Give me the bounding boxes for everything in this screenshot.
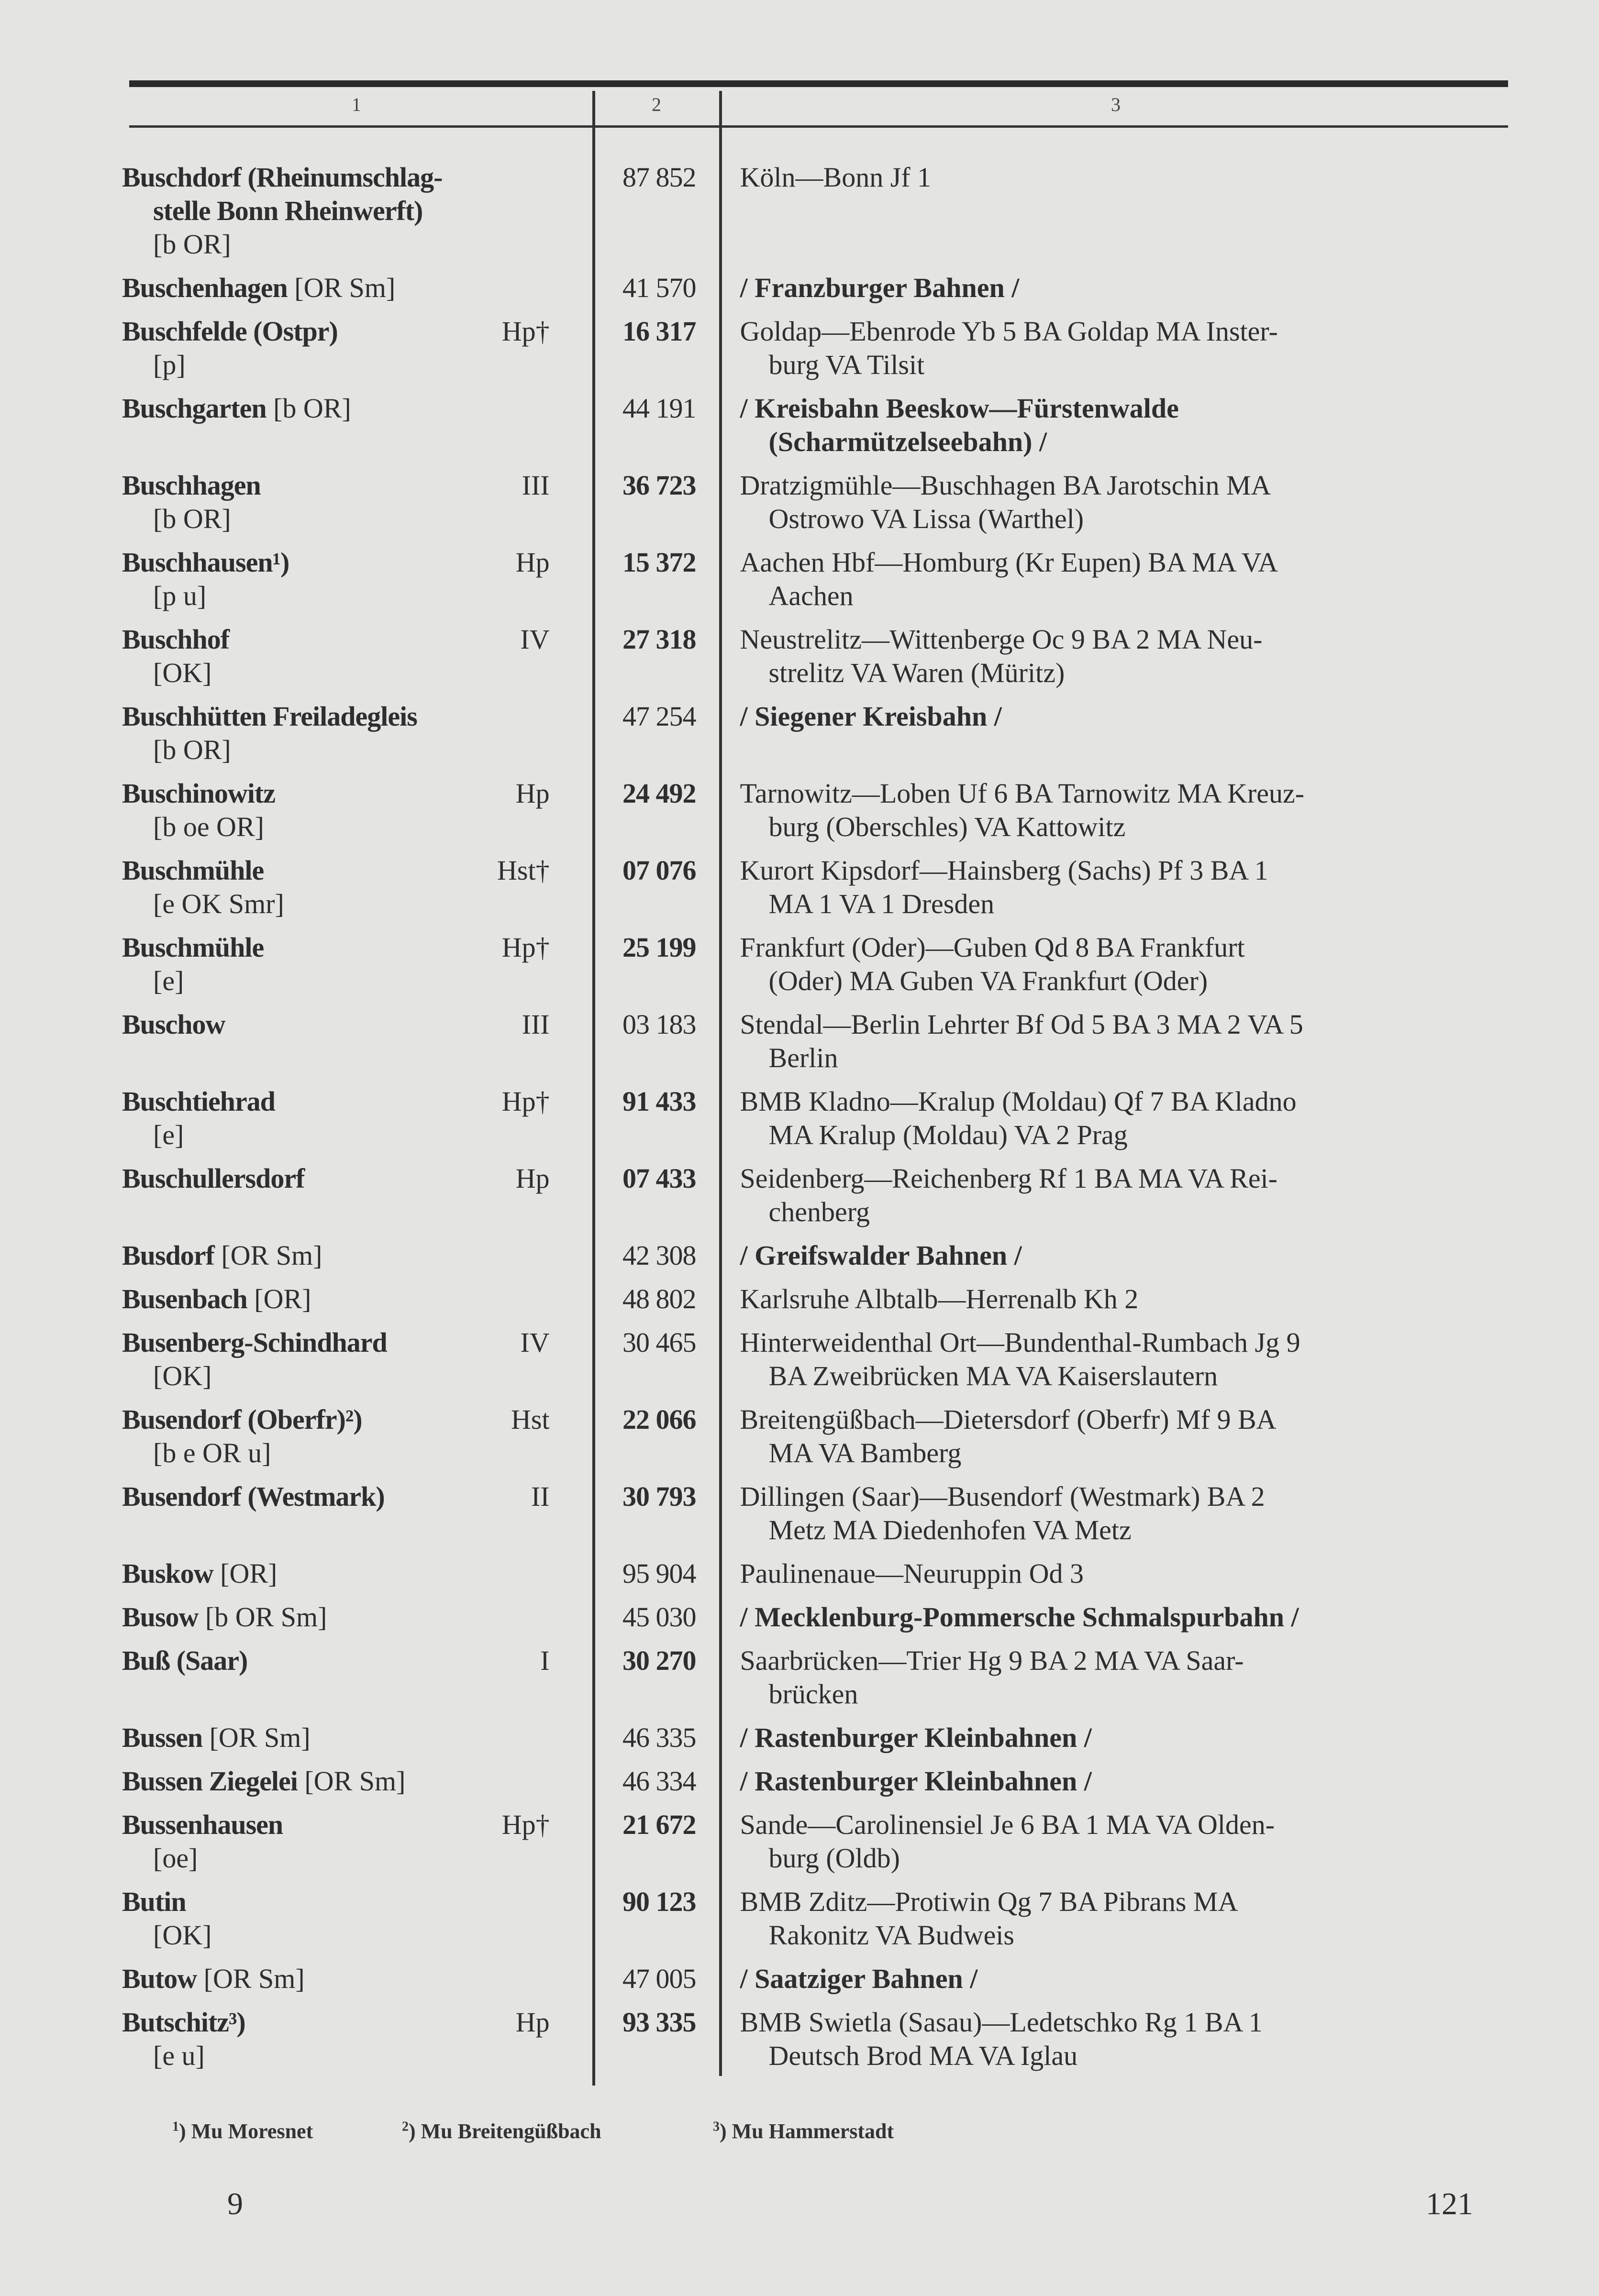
route-line: Deutsch Brod MA VA Iglau <box>768 2040 1078 2071</box>
station-number: 27 318 <box>622 624 696 655</box>
station-class: Hp† <box>501 1809 550 1840</box>
route-line: Goldap—Ebenrode Yb 5 BA Goldap MA Inster- <box>740 316 1278 347</box>
table-row <box>122 1085 1510 1162</box>
route-cell <box>740 1403 1510 1470</box>
route-line: Rakonitz VA Budweis <box>768 1920 1014 1951</box>
route-cell <box>740 854 1510 921</box>
table-row <box>122 1480 1510 1557</box>
station-cell <box>122 854 550 921</box>
table-row <box>122 1282 1510 1326</box>
station-code: [OR] <box>213 1558 278 1589</box>
station-name-line <box>122 1601 550 1634</box>
route-line: / Rastenburger Kleinbahnen / <box>740 1766 1092 1797</box>
station-name-line <box>122 1557 550 1590</box>
station-name: Butow <box>122 1963 197 1994</box>
station-code: [OR Sm] <box>202 1722 311 1753</box>
table-row <box>122 1162 1510 1239</box>
route-line: brücken <box>768 1678 858 1710</box>
station-cell <box>122 700 550 767</box>
station-name-line <box>122 315 550 348</box>
footnote-2: $^2$) Mu Breitengüßbach <box>402 2119 601 2143</box>
table-row <box>122 931 1510 1008</box>
station-name: Busow <box>122 1601 199 1633</box>
table-row <box>122 161 1510 271</box>
station-code: [oe] <box>153 1843 198 1874</box>
station-name: Buschtiehrad <box>122 1086 275 1117</box>
table-row <box>122 546 1510 623</box>
station-number: 30 465 <box>622 1327 696 1358</box>
station-cell <box>122 1808 550 1875</box>
table-row <box>122 315 1510 392</box>
route-line: Saarbrücken—Trier Hg 9 BA 2 MA VA Saar- <box>740 1645 1244 1676</box>
station-cell <box>122 1721 550 1755</box>
route-line: Stendal—Berlin Lehrter Bf Od 5 BA 3 MA 2 VA 5 <box>740 1009 1303 1040</box>
page-number: 121 <box>1426 2186 1473 2221</box>
route-line: strelitz VA Waren (Müritz) <box>768 657 1065 688</box>
table-row <box>122 271 1510 315</box>
route-line: MA Kralup (Moldau) VA 2 Prag <box>768 1119 1128 1150</box>
route-line: BMB Zditz—Protiwin Qg 7 BA Pibrans MA <box>740 1886 1238 1917</box>
station-name: Buschhütten Freiladegleis <box>122 701 417 732</box>
route-line: Paulinenaue—Neuruppin Od 3 <box>740 1558 1084 1589</box>
top-rule <box>129 80 1508 87</box>
station-number: 07 433 <box>622 1163 696 1194</box>
table-row <box>122 1008 1510 1085</box>
table-row <box>122 1601 1510 1644</box>
station-number: 03 183 <box>622 1009 696 1040</box>
station-name: Busdorf <box>122 1240 214 1271</box>
route-line: Breitengüßbach—Dietersdorf (Oberfr) Mf 9 BA <box>740 1404 1277 1435</box>
table-row <box>122 623 1510 700</box>
station-code: [e] <box>153 1119 184 1150</box>
route-cell <box>740 1282 1510 1316</box>
station-name: Buskow <box>122 1558 213 1589</box>
route-line: / Saatziger Bahnen / <box>740 1963 978 1994</box>
table-row <box>122 1557 1510 1601</box>
station-name-line <box>122 2006 550 2039</box>
route-cell <box>740 1601 1510 1634</box>
table-row <box>122 392 1510 469</box>
route-cell <box>740 1008 1510 1075</box>
station-class: Hst† <box>497 855 550 886</box>
route-cell <box>740 1326 1510 1393</box>
route-line: / Rastenburger Kleinbahnen / <box>740 1722 1092 1753</box>
station-number: 48 802 <box>622 1283 696 1314</box>
station-class: Hp <box>515 547 550 578</box>
station-code: [p] <box>153 349 186 380</box>
station-code: [b OR] <box>153 734 231 765</box>
route-cell <box>740 777 1510 844</box>
station-class: Hp <box>515 1163 550 1194</box>
route-line: burg (Oberschles) VA Kattowitz <box>768 811 1126 842</box>
station-name: Busendorf (Oberfr)²) <box>122 1404 362 1435</box>
station-cell <box>122 1282 550 1316</box>
table-row <box>122 1239 1510 1282</box>
station-name-line <box>122 1282 550 1316</box>
route-cell <box>740 1721 1510 1755</box>
station-cell <box>122 271 550 305</box>
station-name: Busenbach <box>122 1283 247 1314</box>
station-name-line <box>122 1808 550 1842</box>
table-row <box>122 1721 1510 1765</box>
route-line: Tarnowitz—Loben Uf 6 BA Tarnowitz MA Kreuz- <box>740 778 1305 809</box>
station-number: 16 317 <box>622 316 696 347</box>
route-line: Metz MA Diedenhofen VA Metz <box>768 1514 1132 1545</box>
route-line: chenberg <box>768 1196 870 1227</box>
station-code: [OR Sm] <box>214 1240 322 1271</box>
route-line: Berlin <box>768 1042 838 1073</box>
station-cell <box>122 1765 550 1798</box>
station-code: [OK] <box>153 1920 212 1951</box>
station-cell <box>122 1480 550 1547</box>
route-line: Neustrelitz—Wittenberge Oc 9 BA 2 MA Neu- <box>740 624 1263 655</box>
header-rule <box>129 125 1508 128</box>
route-cell <box>740 161 1510 261</box>
station-cell <box>122 161 550 261</box>
station-cell <box>122 2006 550 2073</box>
station-cell <box>122 1885 550 1952</box>
route-line: Kurort Kipsdorf—Hainsberg (Sachs) Pf 3 BA 1 <box>740 855 1268 886</box>
station-name: Bussen Ziegelei <box>122 1766 298 1797</box>
station-name: Buschenhagen <box>122 272 288 303</box>
route-cell <box>740 2006 1510 2073</box>
station-code: [b OR] <box>153 503 231 534</box>
route-line: / Mecklenburg-Pommersche Schmalspurbahn / <box>740 1601 1299 1633</box>
station-number: 07 076 <box>622 855 696 886</box>
station-name-line <box>122 1008 550 1041</box>
route-cell <box>740 700 1510 767</box>
station-class: III <box>522 470 550 501</box>
station-name-line <box>122 546 550 579</box>
route-line: MA VA Bamberg <box>768 1437 962 1468</box>
table-row <box>122 469 1510 546</box>
route-cell <box>740 1765 1510 1798</box>
table-row <box>122 2006 1510 2083</box>
station-code: [b OR Sm] <box>198 1601 327 1633</box>
station-number: 90 123 <box>622 1886 696 1917</box>
station-number: 42 308 <box>622 1240 696 1271</box>
station-name: Bussen <box>122 1722 203 1753</box>
station-code: [OR] <box>247 1283 311 1314</box>
station-class: III <box>522 1009 550 1040</box>
table-row <box>122 1885 1510 1962</box>
station-name-line <box>122 1085 550 1118</box>
route-line: Hinterweidenthal Ort—Bundenthal-Rumbach Jg 9 <box>740 1327 1300 1358</box>
station-name-line <box>122 777 550 810</box>
station-name: Buß (Saar) <box>122 1645 248 1676</box>
route-line: / Kreisbahn Beeskow—Fürstenwalde <box>740 393 1179 424</box>
station-name: Buschdorf (Rheinumschlag- <box>122 162 443 193</box>
route-line: Aachen <box>768 580 854 611</box>
column-header-1: 1 <box>352 94 361 115</box>
station-name-line <box>122 623 550 656</box>
station-name-line <box>122 1403 550 1436</box>
station-name-line <box>122 469 550 502</box>
signature-mark: 9 <box>227 2186 243 2221</box>
station-class: II <box>531 1481 550 1512</box>
station-name-line <box>122 1326 550 1359</box>
station-name: Buschhausen¹) <box>122 547 289 578</box>
station-name: Busendorf (Westmark) <box>122 1481 385 1512</box>
station-name: Buschow <box>122 1009 225 1040</box>
route-cell <box>740 1808 1510 1875</box>
footnote-3: $^3$) Mu Hammerstadt <box>713 2119 894 2143</box>
station-name-line <box>122 1239 550 1272</box>
route-cell <box>740 1644 1510 1711</box>
route-line: Ostrowo VA Lissa (Warthel) <box>768 503 1084 534</box>
station-name-line <box>122 1765 550 1798</box>
table-row <box>122 777 1510 854</box>
route-cell <box>740 1085 1510 1152</box>
table-row <box>122 854 1510 931</box>
station-cell <box>122 777 550 844</box>
route-cell <box>740 546 1510 613</box>
route-line: Aachen Hbf—Homburg (Kr Eupen) BA MA VA <box>740 547 1278 578</box>
route-line: Karlsruhe Albtalb—Herrenalb Kh 2 <box>740 1283 1139 1314</box>
station-name-line <box>122 931 550 964</box>
route-cell <box>740 1962 1510 1996</box>
station-number: 15 372 <box>622 547 696 578</box>
station-name: Butin <box>122 1886 186 1917</box>
station-name-line <box>122 271 550 305</box>
station-name: Buschinowitz <box>122 778 275 809</box>
station-code: [b OR] <box>266 393 351 424</box>
station-code: [OR Sm] <box>297 1766 406 1797</box>
station-code: [e u] <box>153 2040 205 2071</box>
column-header-3: 3 <box>1111 94 1121 115</box>
station-number: 41 570 <box>622 272 696 303</box>
station-code: [OK] <box>153 657 212 688</box>
station-code: [b OR] <box>153 229 231 260</box>
station-code: [e] <box>153 965 184 996</box>
route-cell <box>740 271 1510 305</box>
station-name: stelle Bonn Rheinwerft) <box>153 195 423 226</box>
station-cell <box>122 1162 550 1229</box>
route-line: BMB Swietla (Sasau)—Ledetschko Rg 1 BA 1 <box>740 2007 1263 2038</box>
route-line: / Greifswalder Bahnen / <box>740 1240 1022 1271</box>
table-row <box>122 1962 1510 2006</box>
station-cell <box>122 546 550 613</box>
route-cell <box>740 469 1510 536</box>
route-cell <box>740 931 1510 998</box>
station-name-line <box>122 700 550 733</box>
station-number: 45 030 <box>622 1601 696 1633</box>
footnote-1: $^1$) Mu Moresnet <box>172 2119 313 2143</box>
station-number: 36 723 <box>622 470 696 501</box>
station-number: 46 334 <box>622 1766 696 1797</box>
column-header-2: 2 <box>652 94 661 115</box>
route-cell <box>740 623 1510 690</box>
station-cell <box>122 1962 550 1996</box>
station-cell <box>122 469 550 536</box>
table-row <box>122 1644 1510 1721</box>
station-code: [p u] <box>153 580 207 611</box>
route-line: / Siegener Kreisbahn / <box>740 701 1002 732</box>
station-name-line <box>122 392 550 425</box>
station-cell <box>122 1644 550 1711</box>
table-row <box>122 700 1510 777</box>
route-line: Frankfurt (Oder)—Guben Qd 8 BA Frankfurt <box>740 932 1245 963</box>
station-cell <box>122 1557 550 1590</box>
station-number: 22 066 <box>622 1404 696 1435</box>
route-cell <box>740 1239 1510 1272</box>
station-cell <box>122 1403 550 1470</box>
station-name-line <box>122 1480 550 1513</box>
table-row <box>122 1403 1510 1480</box>
station-cell <box>122 1601 550 1634</box>
station-name: Bussenhausen <box>122 1809 283 1840</box>
station-class: Hp† <box>501 1086 550 1117</box>
station-number: 21 672 <box>622 1809 696 1840</box>
station-number: 25 199 <box>622 932 696 963</box>
table-row <box>122 1808 1510 1885</box>
route-line: burg VA Tilsit <box>768 349 925 380</box>
station-class: Hp† <box>501 316 550 347</box>
station-name: Buschhof <box>122 624 230 655</box>
station-name: Buschhagen <box>122 470 261 501</box>
station-number: 95 904 <box>622 1558 696 1589</box>
station-name-line <box>122 161 550 194</box>
route-line: MA 1 VA 1 Dresden <box>768 888 995 919</box>
station-number: 44 191 <box>622 393 696 424</box>
station-class: Hst <box>511 1404 550 1435</box>
route-line: BMB Kladno—Kralup (Moldau) Qf 7 BA Kladno <box>740 1086 1297 1117</box>
station-name: Buschullersdorf <box>122 1163 305 1194</box>
station-code: [e OK Smr] <box>153 888 284 919</box>
station-number: 30 270 <box>622 1645 696 1676</box>
station-cell <box>122 1239 550 1272</box>
station-number: 47 254 <box>622 701 696 732</box>
station-number: 87 852 <box>622 162 696 193</box>
station-code: [OK] <box>153 1360 212 1391</box>
station-code: [OR Sm] <box>197 1963 305 1994</box>
station-code: [OR Sm] <box>287 272 396 303</box>
station-number: 47 005 <box>622 1963 696 1994</box>
station-cell <box>122 392 550 459</box>
station-table <box>122 161 1510 2083</box>
station-class: IV <box>520 624 550 655</box>
station-name-line <box>122 854 550 887</box>
route-line: Dratzigmühle—Buschhagen BA Jarotschin MA <box>740 470 1271 501</box>
station-class: Hp† <box>501 932 550 963</box>
station-cell <box>122 315 550 382</box>
station-number: 24 492 <box>622 778 696 809</box>
station-number: 46 335 <box>622 1722 696 1753</box>
station-name-line <box>122 1885 550 1919</box>
station-name-line <box>122 1162 550 1195</box>
station-name: Butschitz³) <box>122 2007 245 2038</box>
route-line: Sande—Carolinensiel Je 6 BA 1 MA VA Olden- <box>740 1809 1275 1840</box>
station-name-line <box>122 1721 550 1755</box>
station-cell <box>122 623 550 690</box>
station-class: Hp <box>515 2007 550 2038</box>
station-number: 91 433 <box>622 1086 696 1117</box>
route-cell <box>740 392 1510 459</box>
station-name: Buschfelde (Ostpr) <box>122 316 338 347</box>
station-number: 93 335 <box>622 2007 696 2038</box>
station-name-line <box>122 1962 550 1996</box>
station-code: [b oe OR] <box>153 811 264 842</box>
station-cell <box>122 1326 550 1393</box>
station-name-line <box>122 1644 550 1678</box>
station-cell <box>122 1085 550 1152</box>
station-class: IV <box>520 1327 550 1358</box>
route-cell <box>740 1557 1510 1590</box>
route-line: burg (Oldb) <box>768 1843 900 1874</box>
route-line: (Scharmützelseebahn) / <box>768 426 1047 457</box>
station-name: Buschmühle <box>122 932 264 963</box>
station-class: I <box>540 1645 550 1676</box>
station-name: Buschmühle <box>122 855 264 886</box>
station-number: 30 793 <box>622 1481 696 1512</box>
route-cell <box>740 1885 1510 1952</box>
route-line: Köln—Bonn Jf 1 <box>740 162 932 193</box>
route-line: / Franzburger Bahnen / <box>740 272 1020 303</box>
station-name: Buschgarten <box>122 393 266 424</box>
route-cell <box>740 1480 1510 1547</box>
table-row <box>122 1765 1510 1808</box>
station-name-line <box>122 194 550 228</box>
station-cell <box>122 931 550 998</box>
station-name: Busenberg-Schindhard <box>122 1327 387 1358</box>
route-cell <box>740 315 1510 382</box>
table-row <box>122 1326 1510 1403</box>
route-line: Dillingen (Saar)—Busendorf (Westmark) BA 2 <box>740 1481 1265 1512</box>
route-line: Seidenberg—Reichenberg Rf 1 BA MA VA Rei- <box>740 1163 1277 1194</box>
station-cell <box>122 1008 550 1075</box>
station-code: [b e OR u] <box>153 1437 271 1468</box>
route-line: BA Zweibrücken MA VA Kaiserslautern <box>768 1360 1218 1391</box>
station-class: Hp <box>515 778 550 809</box>
route-line: (Oder) MA Guben VA Frankfurt (Oder) <box>768 965 1208 996</box>
route-cell <box>740 1162 1510 1229</box>
